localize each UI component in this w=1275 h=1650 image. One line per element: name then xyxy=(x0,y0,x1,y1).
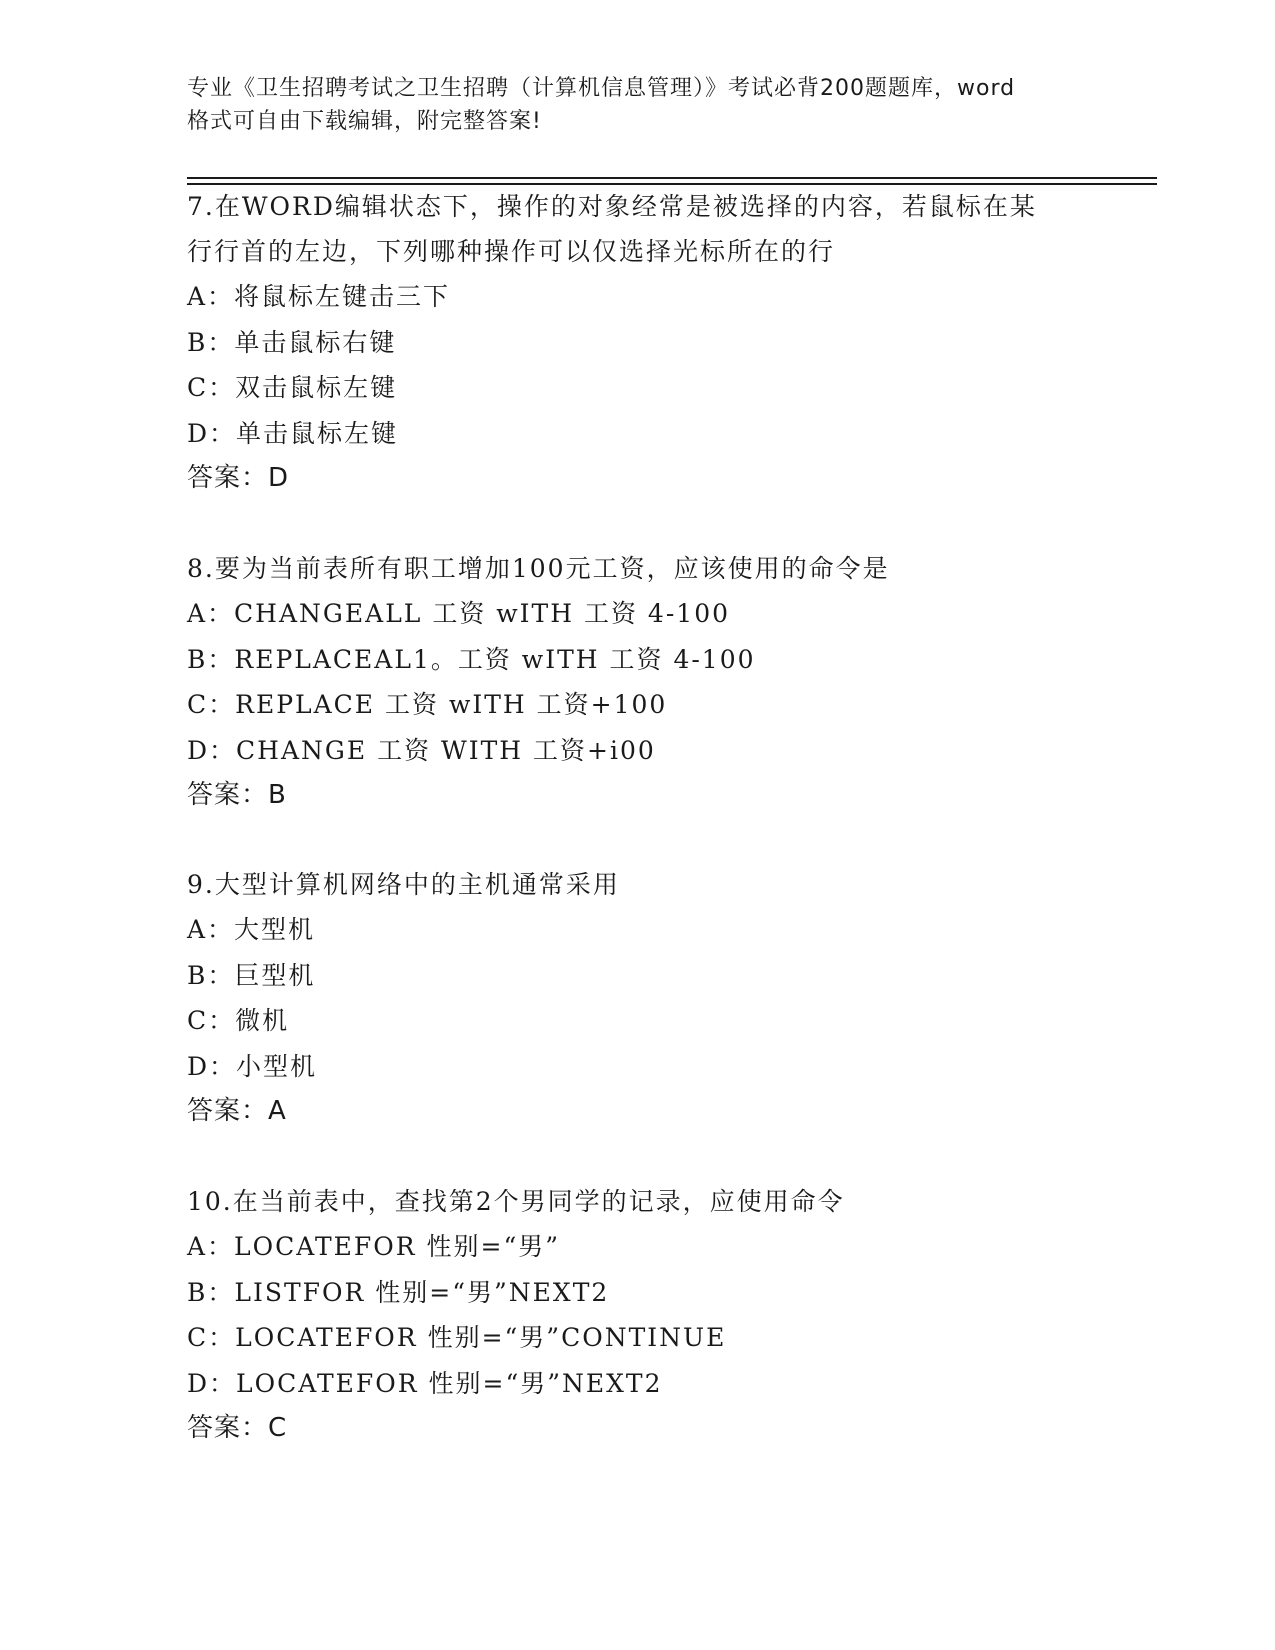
question-stem xyxy=(187,184,1087,274)
option-d: D：小型机 xyxy=(187,1051,318,1081)
question-9 xyxy=(187,862,1087,1134)
option-b: B：REPLACEAL1。工资 wITH 工资 4-100 xyxy=(187,644,756,674)
header-divider-top xyxy=(187,177,1157,179)
question-stem: 9.大型计算机网络中的主机通常采用 xyxy=(187,870,620,899)
option-a: A：LOCATEFOR 性别=“男” xyxy=(187,1232,561,1261)
document-header xyxy=(187,72,1087,138)
answer: 答案：D xyxy=(187,463,290,493)
answer: 答案：B xyxy=(187,780,287,810)
option-d: D：LOCATEFOR 性别=“男”NEXT2 xyxy=(187,1368,663,1398)
option-a: A：将鼠标左键击三下 xyxy=(187,282,451,311)
header-line-2: 格式可自由下载编辑，附完整答案! xyxy=(187,109,542,134)
option-a: A：大型机 xyxy=(187,915,316,944)
question-stem-line-1: 7.在WORD编辑状态下，操作的对象经常是被选择的内容，若鼠标在某 xyxy=(187,192,1037,221)
option-c: C：REPLACE 工资 wITH 工资+100 xyxy=(187,690,668,719)
option-a: A：CHANGEALL 工资 wITH 工资 4-100 xyxy=(187,599,730,628)
header-line-1: 专业《卫生招聘考试之卫生招聘（计算机信息管理）》考试必背200题题库，word xyxy=(187,76,1016,101)
question-8 xyxy=(187,546,1087,818)
option-b: B：巨型机 xyxy=(187,960,316,990)
option-c: C：双击鼠标左键 xyxy=(187,373,398,402)
option-c: C：微机 xyxy=(187,1006,290,1035)
option-b: B：单击鼠标右键 xyxy=(187,327,397,357)
question-10 xyxy=(187,1179,1087,1451)
option-d: D：单击鼠标左键 xyxy=(187,418,399,448)
question-stem-line-2: 行行首的左边，下列哪种操作可以仅选择光标所在的行 xyxy=(187,237,836,266)
question-stem: 8.要为当前表所有职工增加100元工资，应该使用的命令是 xyxy=(187,554,890,583)
option-d: D：CHANGE 工资 WITH 工资+i00 xyxy=(187,735,656,765)
question-stem: 10.在当前表中，查找第2个男同学的记录，应使用命令 xyxy=(187,1187,845,1216)
option-c: C：LOCATEFOR 性别=“男”CONTINUE xyxy=(187,1323,727,1352)
answer: 答案：A xyxy=(187,1096,287,1126)
question-7 xyxy=(187,184,1087,501)
answer: 答案：C xyxy=(187,1413,288,1443)
option-b: B：LISTFOR 性别=“男”NEXT2 xyxy=(187,1277,610,1307)
